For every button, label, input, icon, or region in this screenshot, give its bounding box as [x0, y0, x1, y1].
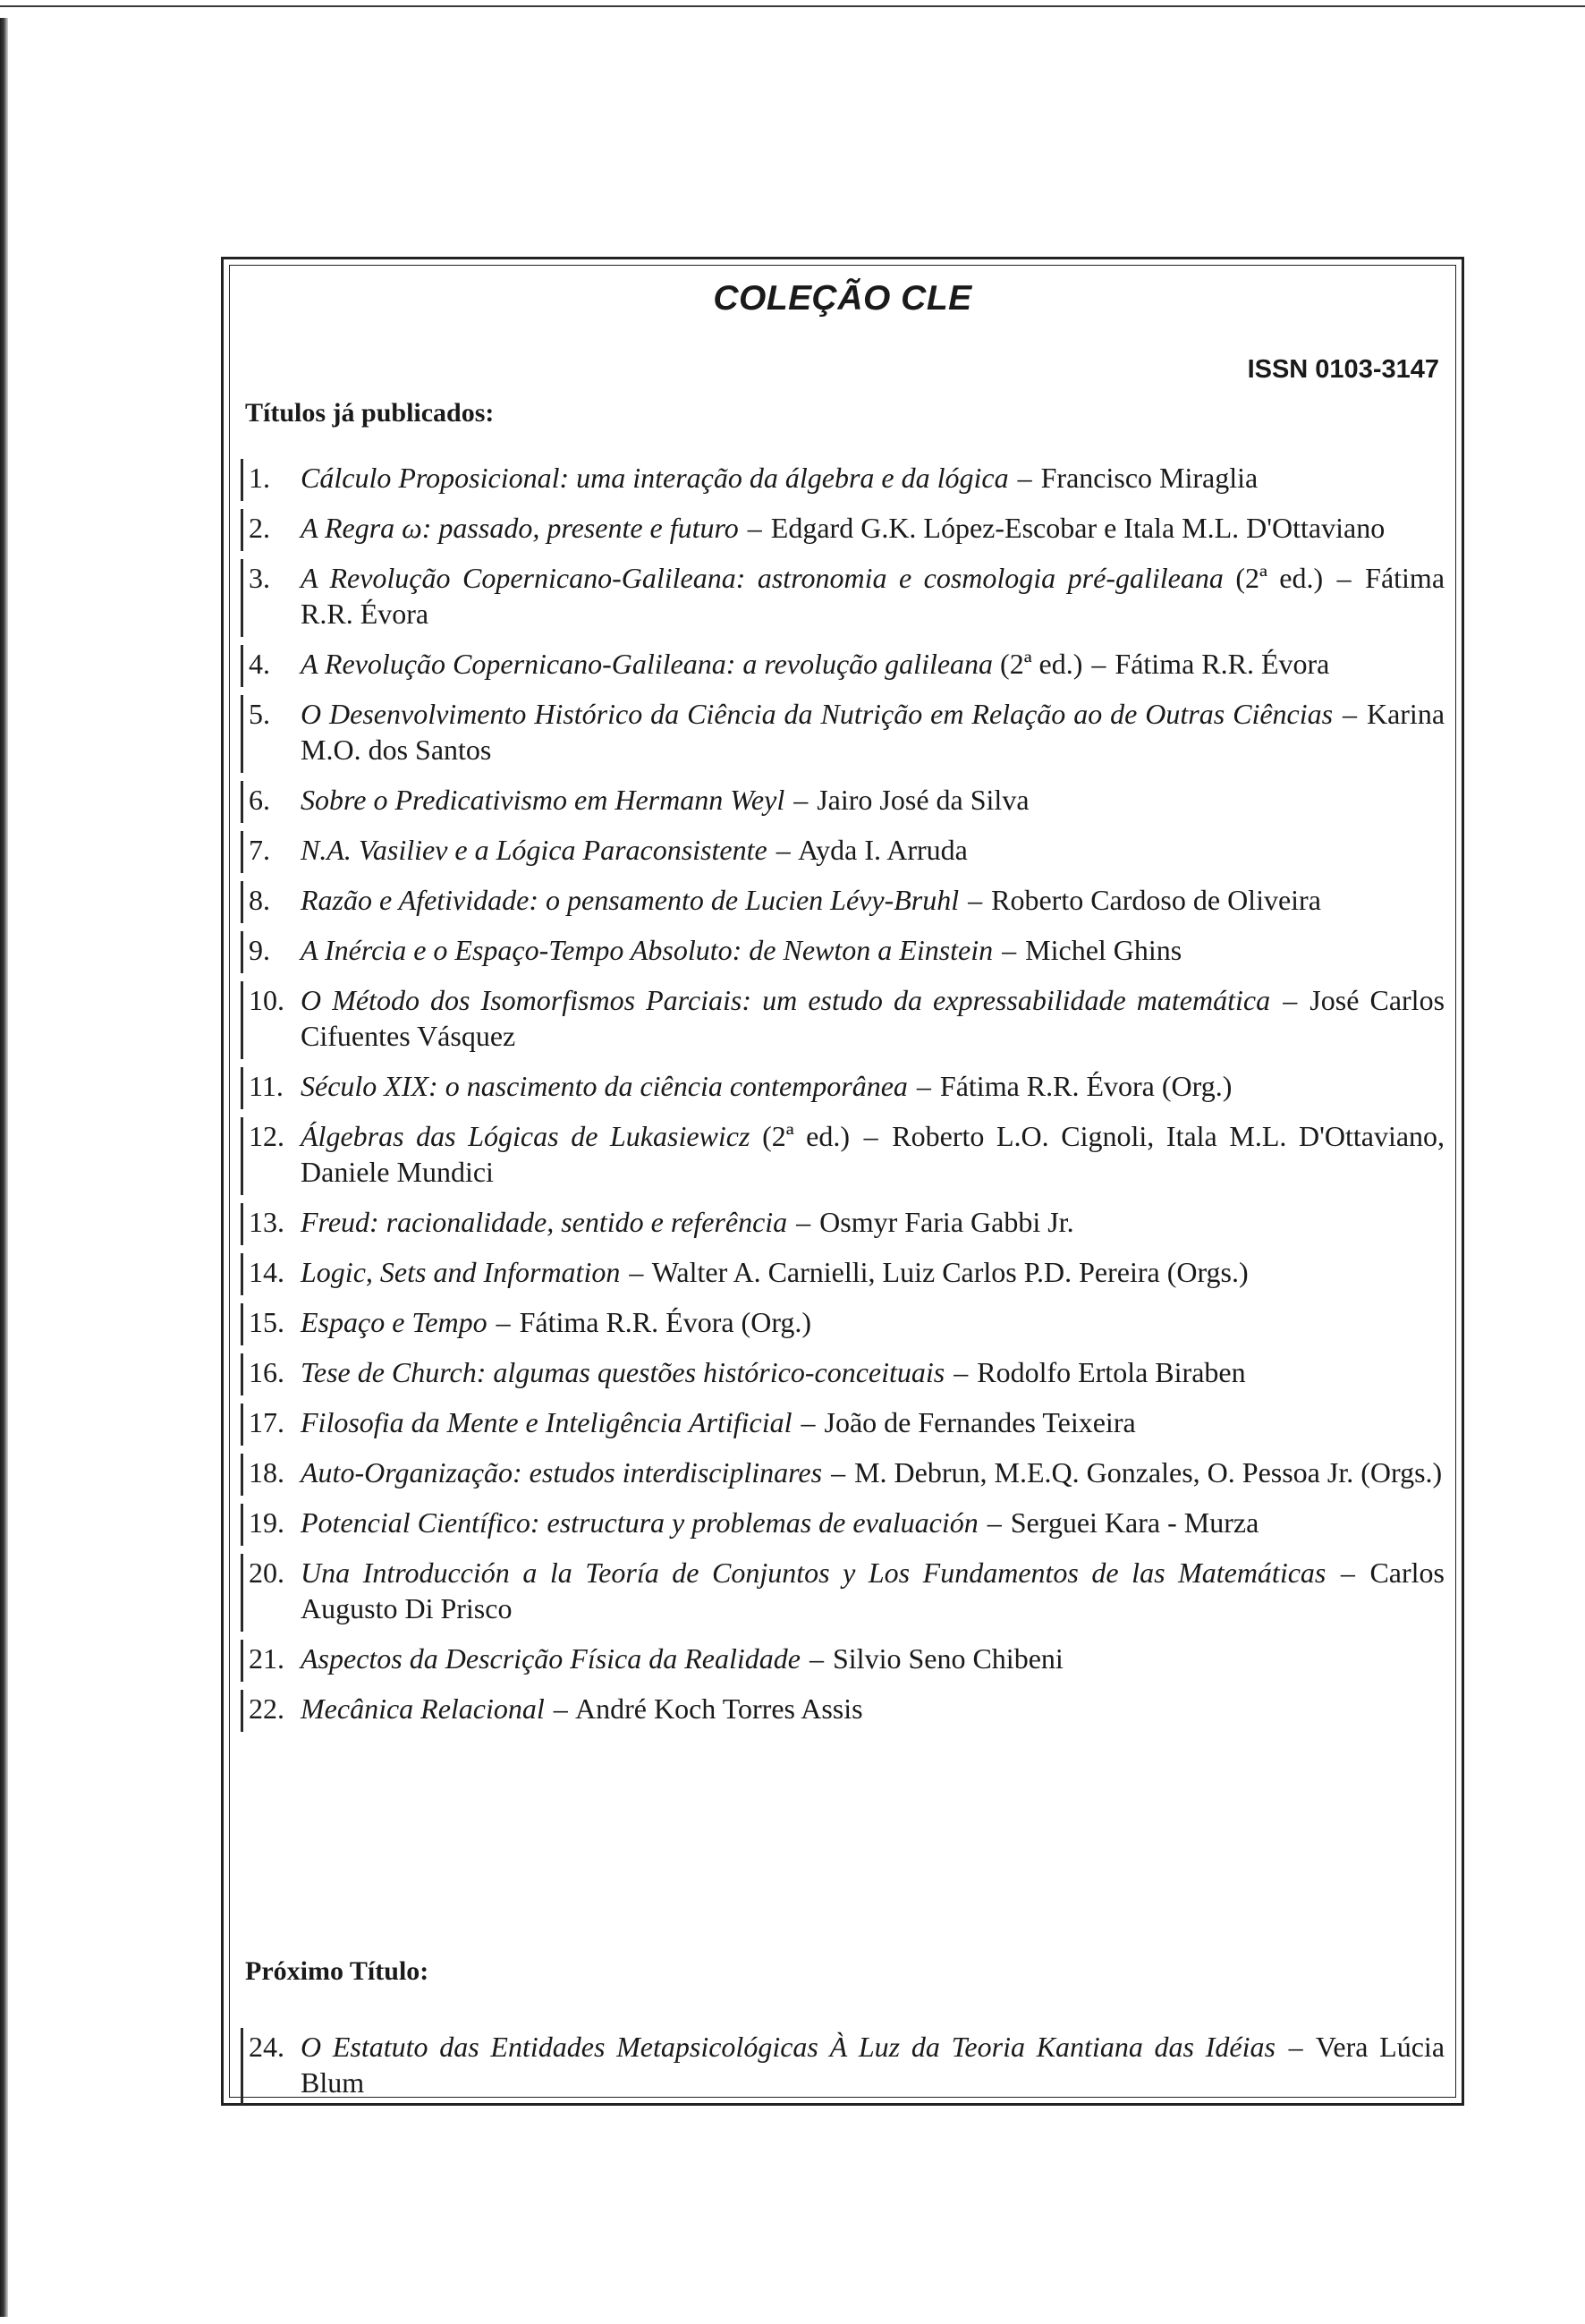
book-author: Roberto L.O. Cignoli, Itala M.L. D'Ottaviano, Daniele Mundici [301, 1120, 1445, 1188]
item-body [301, 1354, 1445, 1390]
dash-separator: – [793, 784, 809, 816]
dash-separator: – [796, 1206, 811, 1238]
dash-separator: – [1288, 2031, 1303, 2063]
dash-separator: – [954, 1356, 969, 1388]
dash-separator: – [747, 512, 762, 544]
item-number: 20. [249, 1556, 284, 1589]
item-number: 18. [249, 1456, 284, 1489]
item-body [301, 1455, 1445, 1490]
item-number: 4. [249, 648, 270, 680]
dash-separator: – [1017, 462, 1032, 494]
item-body [301, 510, 1445, 546]
list-item [241, 1404, 1445, 1446]
list-item [241, 881, 1445, 923]
list-item [241, 1504, 1445, 1546]
dash-separator: – [1336, 562, 1352, 594]
dash-separator: – [809, 1642, 824, 1675]
dash-separator: – [801, 1406, 816, 1438]
book-title: A Revolução Copernicano-Galileana: astronomia e cosmologia pré-galileana [301, 562, 1224, 594]
list-item [241, 1117, 1445, 1195]
issn-number: ISSN 0103-3147 [1247, 355, 1439, 384]
published-titles-heading: Títulos já publicados: [245, 398, 495, 428]
item-body [301, 832, 1445, 868]
next-title-list [241, 2028, 1445, 2114]
book-title: Potencial Científico: estructura y problemas de evaluación [301, 1506, 979, 1539]
list-item [241, 1690, 1445, 1732]
next-title-heading: Próximo Título: [245, 1956, 429, 1986]
book-title: Una Introducción a la Teoría de Conjuntos y Los Fundamentos de las Matemáticas [301, 1556, 1326, 1589]
book-author: José Carlos Cifuentes Vásquez [301, 984, 1445, 1052]
item-body [301, 560, 1445, 632]
book-title: Cálculo Proposicional: uma interação da álgebra e da lógica [301, 462, 1009, 494]
scan-left-edge [0, 18, 8, 2317]
item-body [301, 882, 1445, 918]
item-number: 22. [249, 1692, 284, 1725]
book-title: Espaço e Tempo [301, 1306, 487, 1338]
book-title: A Regra ω: passado, presente e futuro [301, 512, 739, 544]
item-number: 5. [249, 698, 270, 730]
item-number: 24. [249, 2031, 284, 2063]
book-title: Mecânica Relacional [301, 1692, 545, 1725]
item-number: 15. [249, 1306, 284, 1338]
book-title: Sobre o Predicativismo em Hermann Weyl [301, 784, 785, 816]
book-author: Osmyr Faria Gabbi Jr. [819, 1206, 1074, 1238]
dash-separator: – [776, 834, 791, 866]
list-item [241, 981, 1445, 1059]
dash-separator: – [1283, 984, 1298, 1016]
edition-note: (2ª ed.) [762, 1120, 851, 1152]
item-number: 10. [249, 984, 284, 1016]
book-author: André Koch Torres Assis [575, 1692, 863, 1725]
book-title: Auto-Organização: estudos interdisciplinares [301, 1456, 823, 1489]
book-author: Walter A. Carnielli, Luiz Carlos P.D. Pereira (Orgs.) [651, 1256, 1249, 1288]
list-item [241, 931, 1445, 973]
book-author: Vera Lúcia Blum [301, 2031, 1445, 2099]
book-title: Aspectos da Descrição Física da Realidade [301, 1642, 801, 1675]
item-number: 14. [249, 1256, 284, 1288]
dash-separator: – [553, 1692, 568, 1725]
book-author: M. Debrun, M.E.Q. Gonzales, O. Pessoa Jr. (Orgs.) [854, 1456, 1443, 1489]
dash-separator: – [1343, 698, 1358, 730]
item-number: 12. [249, 1120, 284, 1152]
dash-separator: – [987, 1506, 1002, 1539]
list-item [241, 2028, 1445, 2106]
book-author: Fátima R.R. Évora (Org.) [519, 1306, 812, 1338]
item-body [301, 1641, 1445, 1676]
item-number: 17. [249, 1406, 284, 1438]
book-title: N.A. Vasiliev e a Lógica Paraconsistente [301, 834, 767, 866]
dash-separator: – [1340, 1556, 1355, 1589]
item-body [301, 782, 1445, 818]
item-body [301, 460, 1445, 496]
list-item [241, 1203, 1445, 1245]
item-body [301, 1254, 1445, 1290]
dash-separator: – [496, 1306, 511, 1338]
item-number: 2. [249, 512, 270, 544]
book-title: A Inércia e o Espaço-Tempo Absoluto: de Newton a Einstein [301, 934, 994, 966]
book-author: Ayda I. Arruda [797, 834, 968, 866]
item-number: 13. [249, 1206, 284, 1238]
item-body [301, 932, 1445, 968]
collection-frame-inner [229, 265, 1456, 2098]
book-title: Razão e Afetividade: o pensamento de Lucien Lévy-Bruhl [301, 884, 960, 916]
book-title: Tese de Church: algumas questões histórico-conceituais [301, 1356, 945, 1388]
published-titles-list [241, 459, 1445, 1740]
book-author: Roberto Cardoso de Oliveira [991, 884, 1321, 916]
item-body [301, 1068, 1445, 1104]
list-item [241, 831, 1445, 873]
book-author: Silvio Seno Chibeni [832, 1642, 1064, 1675]
item-number: 7. [249, 834, 270, 866]
item-number: 6. [249, 784, 270, 816]
item-body [301, 646, 1445, 682]
edition-note: (2ª ed.) [1000, 648, 1083, 680]
book-author: Fátima R.R. Évora [1115, 648, 1330, 680]
book-title: Filosofia da Mente e Inteligência Artificial [301, 1406, 792, 1438]
book-title: Freud: racionalidade, sentido e referência [301, 1206, 788, 1238]
item-number: 21. [249, 1642, 284, 1675]
book-author: Fátima R.R. Évora (Org.) [939, 1070, 1233, 1102]
book-author: Carlos Augusto Di Prisco [301, 1556, 1445, 1624]
list-item [241, 695, 1445, 773]
list-item [241, 645, 1445, 687]
item-body [301, 1505, 1445, 1540]
book-title: Século XIX: o nascimento da ciência contemporânea [301, 1070, 908, 1102]
collection-title: COLEÇÃO CLE [713, 279, 972, 318]
book-author: Fátima R.R. Évora [301, 562, 1445, 630]
edition-note: (2ª ed.) [1235, 562, 1324, 594]
book-title: Álgebras das Lógicas de Lukasiewicz [301, 1120, 750, 1152]
dash-separator: – [831, 1456, 846, 1489]
dash-separator: – [1091, 648, 1106, 680]
item-body [301, 2029, 1445, 2100]
list-item [241, 1353, 1445, 1395]
list-item [241, 459, 1445, 501]
list-item [241, 1303, 1445, 1345]
list-item [241, 509, 1445, 551]
dash-separator: – [916, 1070, 931, 1102]
list-item [241, 1640, 1445, 1682]
item-number: 8. [249, 884, 270, 916]
list-item [241, 1554, 1445, 1632]
item-number: 11. [249, 1070, 284, 1102]
item-body [301, 982, 1445, 1054]
book-author: Serguei Kara - Murza [1010, 1506, 1259, 1539]
book-title: A Revolução Copernicano-Galileana: a revolução galileana [301, 648, 994, 680]
item-body [301, 1304, 1445, 1340]
book-title: O Desenvolvimento Histórico da Ciência da Nutrição em Relação ao de Outras Ciências [301, 698, 1334, 730]
book-author: João de Fernandes Teixeira [824, 1406, 1136, 1438]
item-body [301, 1555, 1445, 1626]
book-author: Karina M.O. dos Santos [301, 698, 1445, 766]
book-author: Jairo José da Silva [817, 784, 1030, 816]
item-number: 19. [249, 1506, 284, 1539]
dash-separator: – [1002, 934, 1017, 966]
dash-separator: – [863, 1120, 878, 1152]
item-number: 16. [249, 1356, 284, 1388]
list-item [241, 1253, 1445, 1295]
dash-separator: – [629, 1256, 644, 1288]
list-item [241, 1454, 1445, 1496]
dash-separator: – [968, 884, 983, 916]
book-author: Rodolfo Ertola Biraben [977, 1356, 1246, 1388]
book-author: Francisco Miraglia [1040, 462, 1259, 494]
book-title: O Estatuto das Entidades Metapsicológicas À Luz da Teoria Kantiana das Idéias [301, 2031, 1276, 2063]
book-title: Logic, Sets and Information [301, 1256, 621, 1288]
list-item [241, 559, 1445, 637]
item-number: 3. [249, 562, 270, 594]
page-top-rule [0, 5, 1585, 7]
item-body [301, 1118, 1445, 1190]
book-author: Michel Ghins [1025, 934, 1182, 966]
item-body [301, 696, 1445, 768]
item-body [301, 1691, 1445, 1726]
item-number: 1. [249, 462, 270, 494]
book-author: Edgard G.K. López-Escobar e Itala M.L. D'Ottaviano [770, 512, 1386, 544]
list-item [241, 781, 1445, 823]
item-body [301, 1404, 1445, 1440]
list-item [241, 1067, 1445, 1109]
item-number: 9. [249, 934, 270, 966]
book-title: O Método dos Isomorfismos Parciais: um estudo da expressabilidade matemática [301, 984, 1271, 1016]
item-body [301, 1204, 1445, 1240]
collection-frame [221, 257, 1464, 2106]
